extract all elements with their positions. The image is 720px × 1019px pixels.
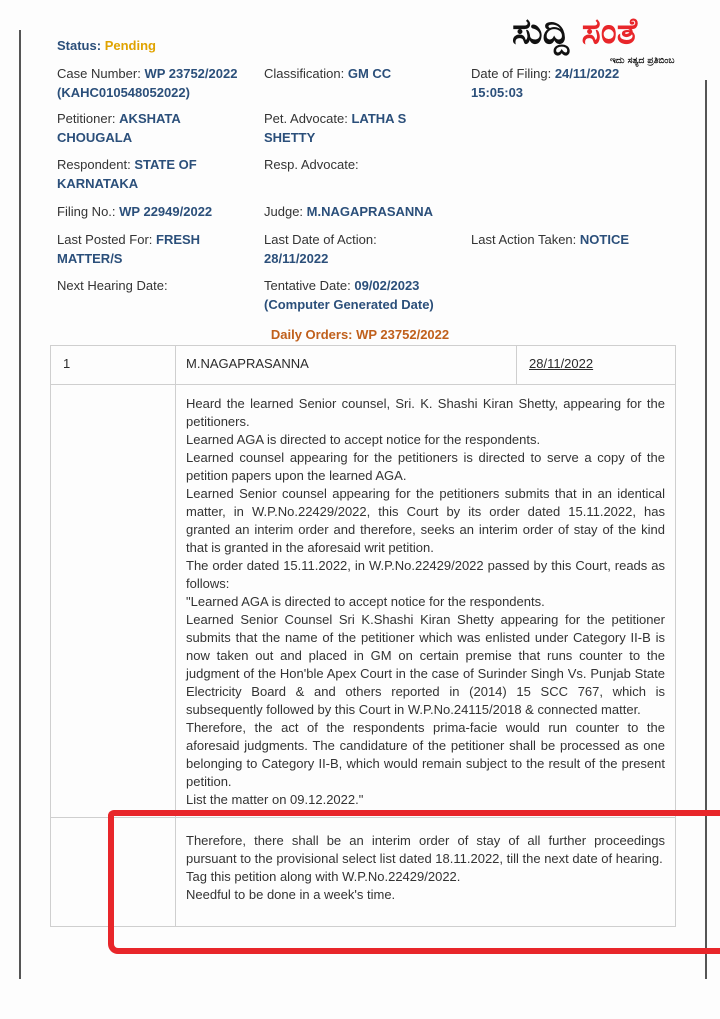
respondent-field bbox=[57, 155, 257, 193]
order-text bbox=[186, 395, 665, 809]
last-action-taken-field bbox=[471, 230, 701, 249]
order-paragraph: Learned Senior Counsel Sri K.Shashi Kiran Shetty appearing for the petitioner submits that the name of the petitioner which was enlisted under Category II-B is now taken out and placed in GM on certain premise that runs counter to the judgment of the Hon'ble Apex Court in the case of Surinder Singh Vs. Punjab State Electricity Board & and others reported in (2014) 15 SCC 767, which is subsequently followed by this Court in W.P.No.24115/2018 & connected matter. bbox=[186, 612, 665, 717]
date-of-filing-value: 24/11/2022 bbox=[554, 66, 620, 81]
respondent-value: STATE OF bbox=[134, 157, 197, 172]
logo-tagline: ಇದು ಸತ್ಯದ ಪ್ರತಿಬಿಂಬ bbox=[610, 56, 675, 66]
judge-value: M.NAGAPRASANNA bbox=[306, 204, 434, 219]
table-row bbox=[51, 385, 676, 818]
order-paragraph: Tag this petition along with W.P.No.22429/2022. bbox=[186, 869, 461, 884]
order-paragraph: Needful to be done in a week's time. bbox=[186, 887, 396, 902]
date-of-filing-field bbox=[471, 64, 671, 102]
time-of-filing-value: 15:05:03 bbox=[471, 85, 524, 100]
last-date-action-field bbox=[264, 230, 464, 268]
next-hearing-field bbox=[57, 276, 257, 295]
last-posted-field bbox=[57, 230, 257, 268]
last-posted-value-line2: MATTER/S bbox=[57, 251, 123, 266]
tentative-date-value: 09/02/2023 bbox=[354, 278, 420, 293]
tentative-date-label: Tentative Date: bbox=[264, 278, 351, 293]
case-number-label: Case Number: bbox=[57, 66, 141, 81]
empty-cell bbox=[51, 385, 176, 818]
petitioner-value-line2: CHOUGALA bbox=[57, 130, 133, 145]
order-serial: 1 bbox=[51, 346, 176, 385]
pet-advocate-value-line2: SHETTY bbox=[264, 130, 316, 145]
classification-field bbox=[264, 64, 464, 83]
daily-orders-title: Daily Orders: WP 23752/2022 bbox=[270, 327, 450, 342]
status-value: Pending bbox=[104, 38, 156, 53]
order-paragraph: Therefore, the act of the respondents prima-facie would run counter to the aforesaid judgments. The candidature of the petitioner shall be processed as one belonging to Category II-B, which would remain subject to the result of the present petition. bbox=[186, 720, 665, 789]
sudhi-santhe-logo bbox=[512, 12, 712, 72]
order-paragraph: Heard the learned Senior counsel, Sri. K. Shashi Kiran Shetty, appearing for the petitioners. bbox=[186, 396, 665, 429]
resp-advocate-field bbox=[264, 155, 464, 174]
case-number-field bbox=[57, 64, 257, 102]
order-paragraph: "Learned AGA is directed to accept notice for the respondents. bbox=[186, 594, 545, 609]
resp-advocate-label: Resp. Advocate: bbox=[264, 157, 359, 172]
table-row bbox=[51, 346, 676, 385]
last-date-action-label: Last Date of Action: bbox=[264, 232, 377, 247]
next-hearing-label: Next Hearing Date: bbox=[57, 278, 168, 293]
status-field bbox=[57, 36, 156, 55]
pet-advocate-value: LATHA S bbox=[351, 111, 407, 126]
petitioner-field bbox=[57, 109, 257, 147]
case-number-value: WP 23752/2022 bbox=[144, 66, 238, 81]
order-paragraph: The order dated 15.11.2022, in W.P.No.22429/2022 passed by this Court, reads as follows: bbox=[186, 558, 665, 591]
classification-label: Classification: bbox=[264, 66, 345, 81]
status-label: Status: bbox=[57, 38, 102, 53]
case-cnr-value: (KAHC010548052022) bbox=[57, 85, 190, 100]
last-action-taken-value: NOTICE bbox=[579, 232, 630, 247]
petitioner-value: AKSHATA bbox=[119, 111, 181, 126]
respondent-label: Respondent: bbox=[57, 157, 131, 172]
petitioner-label: Petitioner: bbox=[57, 111, 116, 126]
filing-no-value: WP 22949/2022 bbox=[119, 204, 213, 219]
logo-title-red: ಸಂತೆ bbox=[581, 11, 638, 52]
pet-advocate-label: Pet. Advocate: bbox=[264, 111, 348, 126]
judge-field bbox=[264, 202, 464, 221]
order-judge: M.NAGAPRASANNA bbox=[176, 346, 517, 385]
order-paragraph: Learned AGA is directed to accept notice for the respondents. bbox=[186, 432, 541, 447]
order-paragraph: Therefore, there shall be an interim order of stay of all further proceedings pursuant to the provisional select list dated 18.11.2022, till the next date of hearing. bbox=[186, 833, 665, 866]
filing-no-field bbox=[57, 202, 257, 221]
order-paragraph: List the matter on 09.12.2022." bbox=[186, 792, 364, 807]
last-action-taken-label: Last Action Taken: bbox=[471, 232, 577, 247]
order-date-cell bbox=[517, 346, 676, 385]
pet-advocate-field bbox=[264, 109, 464, 147]
order-date-link[interactable]: 28/11/2022 bbox=[529, 356, 594, 371]
last-date-action-value: 28/11/2022 bbox=[264, 251, 329, 266]
filing-no-label: Filing No.: bbox=[57, 204, 116, 219]
tentative-date-field bbox=[264, 276, 484, 314]
order-paragraph: Learned Senior counsel appearing for the petitioners submits that in an identical matter, in W.P.No.22429/2022, this Court by its order dated 15.11.2022, has granted an interim order and therefore, seeks an interim order of stay of the kind that is granted in the aforesaid writ petition. bbox=[186, 486, 665, 555]
last-posted-label: Last Posted For: bbox=[57, 232, 153, 247]
respondent-value-line2: KARNATAKA bbox=[57, 176, 139, 191]
tentative-date-note: (Computer Generated Date) bbox=[264, 297, 434, 312]
left-page-edge bbox=[19, 30, 21, 979]
order-text-cell bbox=[176, 385, 676, 818]
red-highlight-box bbox=[108, 810, 720, 954]
logo-title-black: ಸುದ್ದಿ bbox=[512, 11, 570, 52]
classification-value: GM CC bbox=[347, 66, 392, 81]
date-of-filing-label: Date of Filing: bbox=[471, 66, 552, 81]
judge-label: Judge: bbox=[264, 204, 304, 219]
order-paragraph: Learned counsel appearing for the petitioners is directed to serve a copy of the petition papers upon the learned AGA. bbox=[186, 450, 665, 483]
last-posted-value: FRESH bbox=[156, 232, 201, 247]
